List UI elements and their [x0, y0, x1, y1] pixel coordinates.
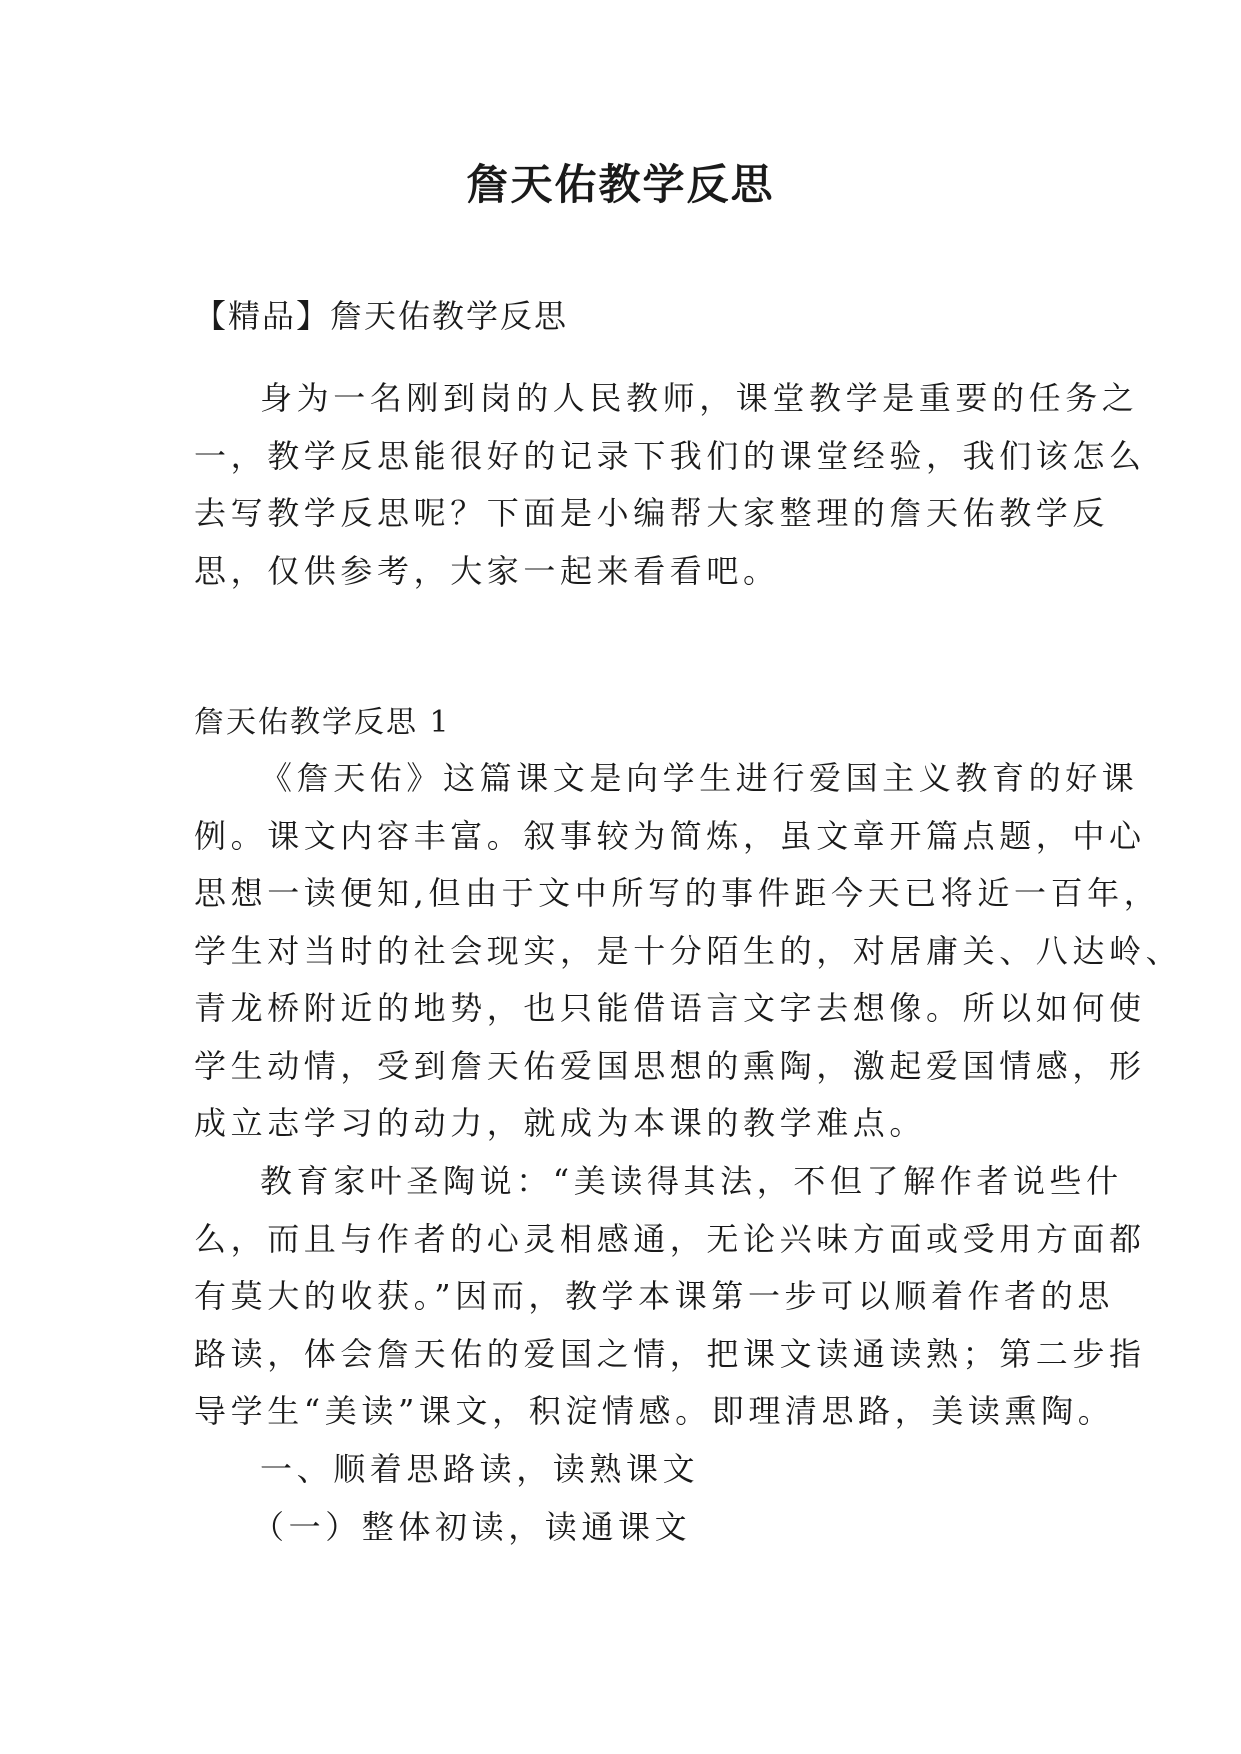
- paragraph-line: 例。课文内容丰富。叙事较为简炼，虽文章开篇点题，中心: [194, 816, 1146, 855]
- document-title: 詹天佑教学反思: [466, 160, 775, 209]
- paragraph-line: 有莫大的收获。”因而，教学本课第一步可以顺着作者的思: [194, 1277, 1114, 1315]
- document-subtitle: 【精品】詹天佑教学反思: [194, 297, 569, 335]
- outline-heading-1: 一、顺着思路读，读熟课文: [260, 1450, 700, 1488]
- paragraph-line: 青龙桥附近的地势，也只能借语言文字去想像。所以如何使: [194, 989, 1146, 1027]
- outline-heading-1-1: （一）整体初读，读通课文: [252, 1507, 692, 1546]
- intro-line: 思，仅供参考，大家一起来看看吧。: [194, 551, 780, 590]
- paragraph-line: 教育家叶圣陶说：“美读得其法，不但了解作者说些什: [260, 1162, 1123, 1200]
- intro-line: 身为一名刚到岗的人民教师，课堂教学是重要的任务之: [260, 379, 1139, 417]
- section-title: 詹天佑教学反思 1: [194, 705, 451, 740]
- paragraph-line: 学生对当时的社会现实，是十分陌生的，对居庸关、八达岭、: [194, 931, 1183, 970]
- paragraph-line: 思想一读便知,但由于文中所写的事件距今天已将近一百年，: [194, 874, 1161, 912]
- paragraph-line: 学生动情，受到詹天佑爱国思想的熏陶，激起爱国情感，形: [194, 1046, 1146, 1085]
- paragraph-line: 路读，体会詹天佑的爱国之情，把课文读通读熟；第二步指: [194, 1334, 1146, 1373]
- paragraph-line: 么，而且与作者的心灵相感通，无论兴味方面或受用方面都: [194, 1219, 1146, 1258]
- body-paragraph-1: [194, 750, 1183, 1153]
- intro-paragraph: [194, 370, 1146, 600]
- paragraph-line: 成立志学习的动力，就成为本课的教学难点。: [194, 1104, 927, 1142]
- body-paragraph-2: [194, 1153, 1146, 1441]
- intro-line: 去写教学反思呢？下面是小编帮大家整理的詹天佑教学反: [194, 494, 1110, 532]
- outline-heading: [194, 1441, 1064, 1556]
- paragraph-line: 《詹天佑》这篇课文是向学生进行爱国主义教育的好课: [260, 759, 1139, 797]
- intro-line: 一，教学反思能很好的记录下我们的课堂经验，我们该怎么: [194, 436, 1146, 475]
- paragraph-line: 导学生“美读”课文，积淀情感。即理清思路，美读熏陶。: [194, 1392, 1115, 1430]
